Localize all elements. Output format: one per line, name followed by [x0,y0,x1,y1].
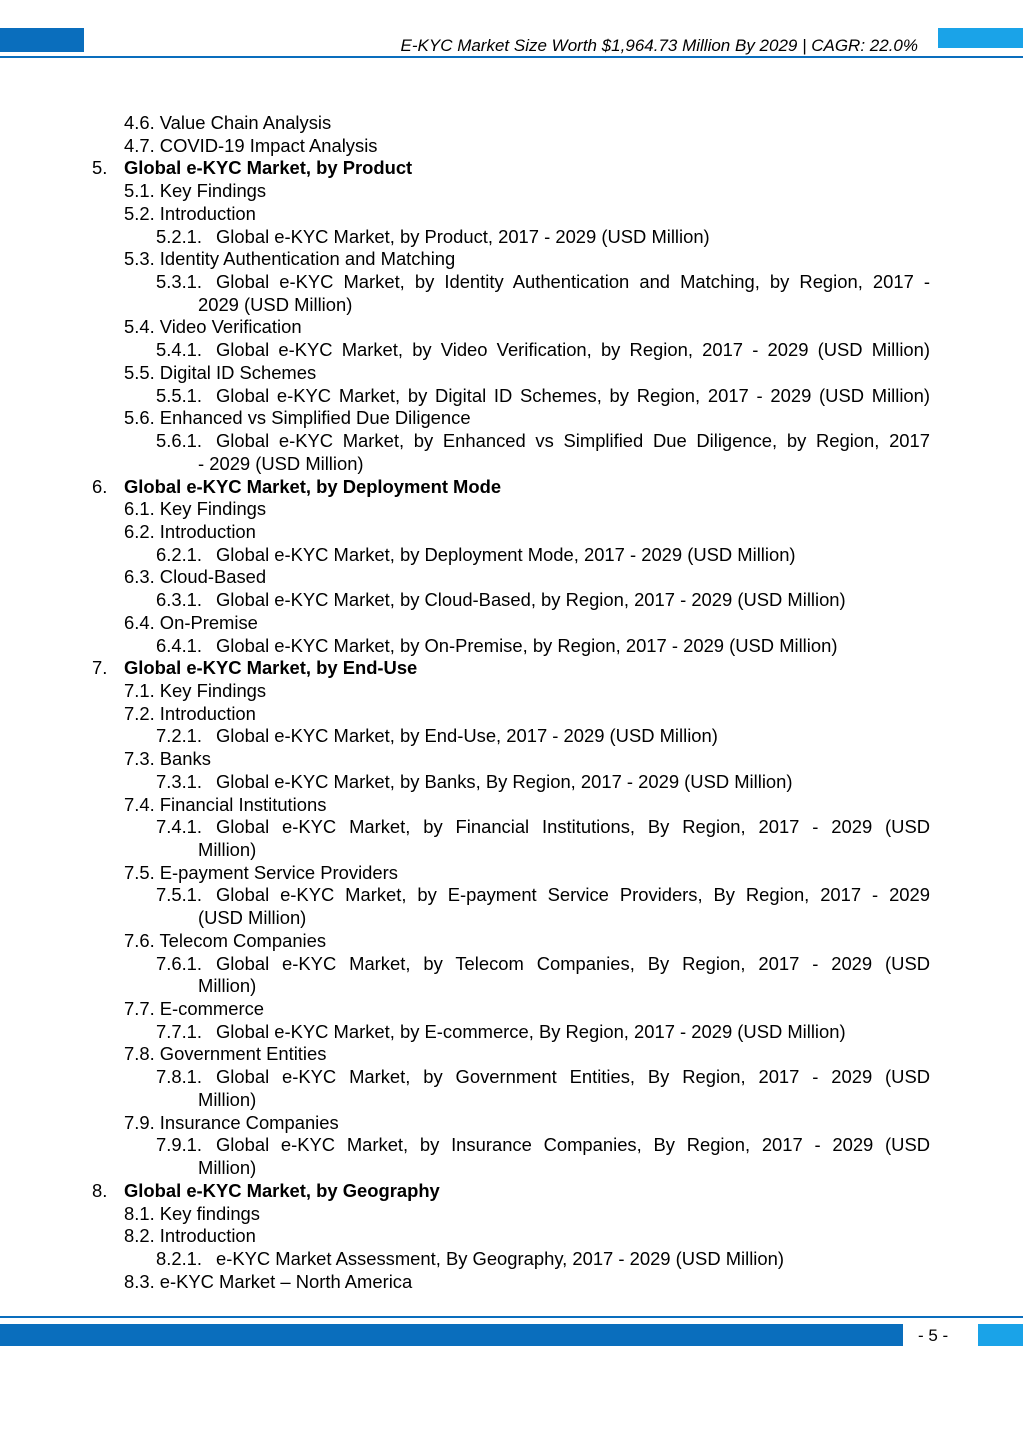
toc-entry [0,135,1023,158]
toc-entry-text: 7.2. Introduction [124,702,256,724]
toc-entry-text: Global e-KYC Market, by E-commerce, By Region, 2017 - 2029 (USD Million) [216,1020,846,1042]
toc-entry-text: 6.1. Key Findings [124,498,267,520]
toc-entry [0,657,1023,680]
toc-chapter-title: Global e-KYC Market, by Geography [124,1179,440,1201]
toc-entry-number: 6.2.1. [156,543,203,565]
toc-entry [0,1225,1023,1248]
toc-entry [0,998,1023,1021]
header-right-accent-bar [938,28,1023,48]
toc-entry-number: 5.4.1. [156,339,203,361]
toc-entry-text: 5.5. Digital ID Schemes [124,361,317,383]
toc-entry [0,839,1023,862]
toc-entry-text: 8.1. Key findings [124,1202,260,1224]
toc-chapter-title: Global e-KYC Market, by Product [124,157,413,179]
toc-entry-text: 7.5. E-payment Service Providers [124,861,398,883]
page-number: - 5 - [918,1326,949,1345]
toc-entry [0,180,1023,203]
toc-entry-text: Global e-KYC Market, by Enhanced vs Simplified Due Diligence, by Region, 2017 [216,430,930,452]
toc-entry [0,566,1023,589]
toc-entry-text: 6.3. Cloud-Based [124,566,267,588]
toc-entry-number: 7.8.1. [156,1066,203,1088]
toc-entry [0,1134,1023,1157]
toc-entry [0,430,1023,453]
toc-entry [0,1248,1023,1271]
toc-entry [0,453,1023,476]
toc-entry-text: 7.1. Key Findings [124,679,267,701]
toc-entry-text: Global e-KYC Market, by Financial Institutions, By Region, 2017 - 2029 (USD [216,816,930,838]
toc-entry [0,975,1023,998]
toc-entry-text: Global e-KYC Market, by Government Entities, By Region, 2017 - 2029 (USD [216,1066,930,1088]
table-of-contents [0,112,1023,1293]
toc-entry-text: Million) [198,1088,257,1110]
toc-entry [0,589,1023,612]
header-left-accent-bar [0,28,84,52]
toc-entry-text: 7.8. Government Entities [124,1043,327,1065]
toc-entry-text: 7.6. Telecom Companies [124,929,327,951]
toc-entry-text: Global e-KYC Market, by Video Verification, by Region, 2017 - 2029 (USD Million) [216,339,930,361]
toc-entry-text: Global e-KYC Market, by Deployment Mode, 2017 - 2029 (USD Million) [216,543,796,565]
toc-entry [0,407,1023,430]
toc-entry-text: 4.6. Value Chain Analysis [124,112,332,133]
toc-entry [0,1271,1023,1294]
toc-chapter-title: Global e-KYC Market, by Deployment Mode [124,475,502,497]
toc-entry-text: Global e-KYC Market, by End-Use, 2017 - 2029 (USD Million) [216,725,718,747]
toc-entry-text: Global e-KYC Market, by Identity Authentication and Matching, by Region, 2017 - [216,271,930,293]
toc-entry [0,612,1023,635]
toc-entry-text: 5.2. Introduction [124,202,256,224]
toc-entry-text: 4.7. COVID-19 Impact Analysis [124,134,378,156]
toc-entry [0,248,1023,271]
toc-entry-text: 5.1. Key Findings [124,180,267,202]
toc-entry-text: 8.3. e-KYC Market – North America [124,1270,413,1292]
toc-entry-number: 8.2.1. [156,1247,203,1269]
toc-entry [0,112,1023,135]
toc-entry [0,1066,1023,1089]
footer-rule [0,1316,1023,1318]
toc-entry-text: Global e-KYC Market, by Telecom Companies, By Region, 2017 - 2029 (USD [216,952,930,974]
toc-entry-text: Million) [198,975,257,997]
toc-entry-text: 5.6. Enhanced vs Simplified Due Diligence [124,407,471,429]
toc-chapter-title: Global e-KYC Market, by End-Use [124,657,418,679]
toc-entry-number: 7.6.1. [156,952,203,974]
toc-entry-number: 6. [92,475,108,497]
toc-entry-text: 2029 (USD Million) [198,293,353,315]
toc-entry [0,930,1023,953]
toc-entry [0,771,1023,794]
toc-entry [0,907,1023,930]
toc-entry-number: 5. [92,157,108,179]
toc-entry-text: Million) [198,839,257,860]
toc-entry-text: 8.2. Introduction [124,1225,256,1247]
toc-entry [0,794,1023,817]
toc-entry [0,680,1023,703]
toc-entry-text: 7.4. Financial Institutions [124,793,327,815]
toc-entry [0,884,1023,907]
toc-entry-number: 7.9.1. [156,1134,203,1156]
toc-entry [0,1157,1023,1180]
toc-entry [0,725,1023,748]
toc-entry-number: 5.3.1. [156,271,203,293]
header-rule [0,56,1023,58]
toc-entry [0,816,1023,839]
toc-entry [0,385,1023,408]
toc-entry [0,1043,1023,1066]
toc-entry [0,362,1023,385]
toc-entry-text: Global e-KYC Market, by E-payment Service Providers, By Region, 2017 - 2029 [216,884,930,906]
toc-entry [0,294,1023,317]
toc-entry-text: e-KYC Market Assessment, By Geography, 2017 - 2029 (USD Million) [216,1247,784,1269]
toc-entry-text: Global e-KYC Market, by Cloud-Based, by Region, 2017 - 2029 (USD Million) [216,589,846,611]
toc-entry-text: (USD Million) [198,907,307,929]
toc-entry [0,157,1023,180]
toc-entry-text: Million) [198,1157,257,1179]
toc-entry [0,748,1023,771]
toc-entry-text: 7.9. Insurance Companies [124,1111,339,1133]
toc-entry-text: 5.4. Video Verification [124,316,302,338]
toc-entry [0,226,1023,249]
toc-entry-text: Global e-KYC Market, by Insurance Companies, By Region, 2017 - 2029 (USD [216,1134,930,1156]
toc-entry [0,1112,1023,1135]
toc-entry [0,203,1023,226]
toc-entry-text: 5.3. Identity Authentication and Matching [124,248,456,270]
toc-entry-number: 7.7.1. [156,1020,203,1042]
toc-entry-number: 7.3.1. [156,770,203,792]
toc-entry-text: Global e-KYC Market, by Digital ID Schemes, by Region, 2017 - 2029 (USD Million) [216,384,930,406]
toc-entry-number: 5.5.1. [156,384,203,406]
toc-entry-text: - 2029 (USD Million) [198,452,364,474]
toc-entry [0,544,1023,567]
toc-entry-number: 6.4.1. [156,634,203,656]
toc-entry [0,521,1023,544]
toc-entry-text: Global e-KYC Market, by On-Premise, by Region, 2017 - 2029 (USD Million) [216,634,838,656]
toc-entry [0,635,1023,658]
toc-entry [0,476,1023,499]
toc-entry-number: 8. [92,1179,108,1201]
toc-entry [0,498,1023,521]
toc-entry [0,703,1023,726]
toc-entry [0,271,1023,294]
toc-entry [0,1180,1023,1203]
toc-entry-text: Global e-KYC Market, by Product, 2017 - 2029 (USD Million) [216,225,710,247]
toc-entry-text: 6.4. On-Premise [124,611,258,633]
toc-entry [0,339,1023,362]
toc-entry-number: 7.5.1. [156,884,203,906]
toc-entry-text: 7.7. E-commerce [124,998,265,1020]
toc-entry [0,316,1023,339]
toc-entry-number: 6.3.1. [156,589,203,611]
footer-accent-bar [0,1324,903,1346]
toc-entry-number: 7.4.1. [156,816,203,838]
document-header-title: E-KYC Market Size Worth $1,964.73 Million By 2029 | CAGR: 22.0% [400,36,918,55]
toc-entry-text: 7.3. Banks [124,748,211,770]
toc-entry [0,1089,1023,1112]
toc-entry [0,862,1023,885]
toc-entry-number: 7.2.1. [156,725,203,747]
toc-entry-number: 7. [92,657,108,679]
footer-right-accent-bar [978,1324,1023,1346]
toc-entry-number: 5.2.1. [156,225,203,247]
toc-entry [0,1203,1023,1226]
toc-entry [0,953,1023,976]
toc-entry-text: Global e-KYC Market, by Banks, By Region, 2017 - 2029 (USD Million) [216,770,793,792]
toc-entry [0,1021,1023,1044]
toc-entry-number: 5.6.1. [156,430,203,452]
toc-entry-text: 6.2. Introduction [124,520,256,542]
